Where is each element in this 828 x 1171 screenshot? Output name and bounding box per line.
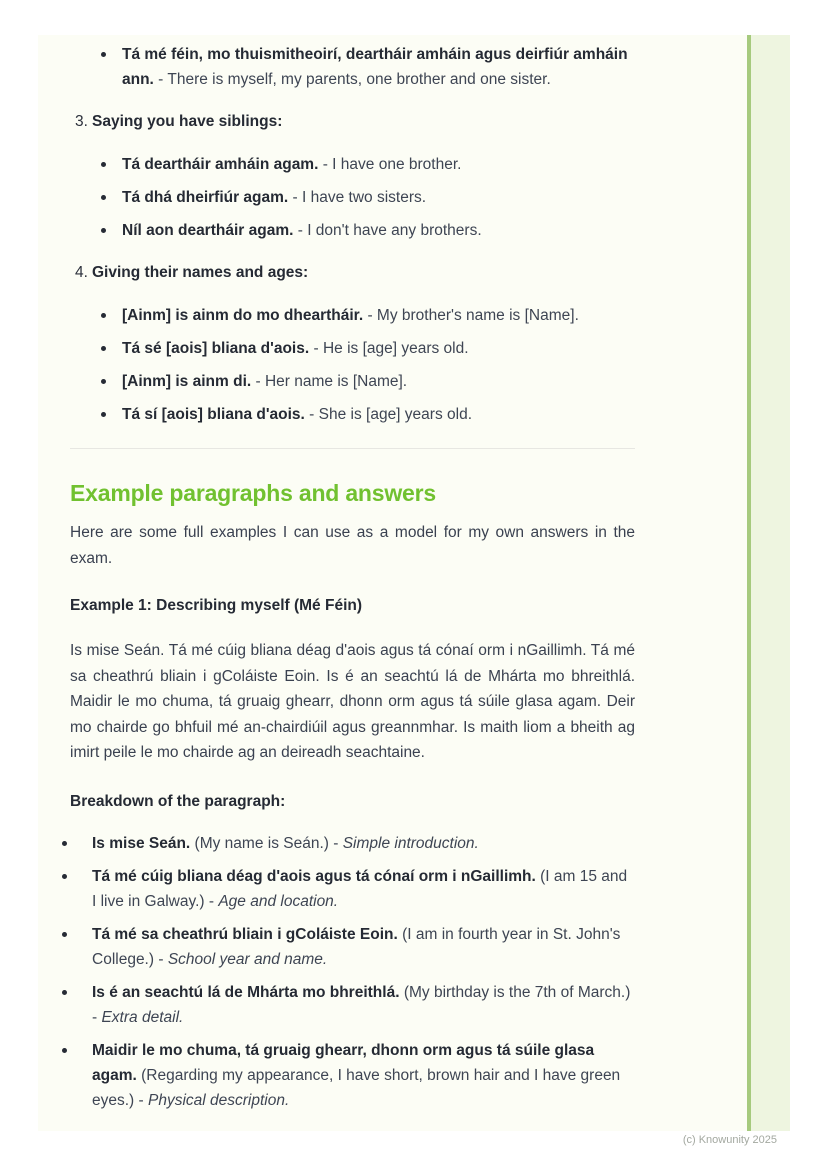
english-translation: - She is [age] years old. — [304, 406, 472, 423]
english-translation: - Her name is [Name]. — [251, 373, 408, 390]
phrase-list — [70, 303, 635, 427]
category-note: Extra detail. — [101, 1008, 184, 1026]
irish-phrase: Tá sí [aois] bliana d'aois. — [122, 406, 305, 423]
phrase-item — [70, 185, 635, 210]
breakdown-list — [70, 831, 635, 1113]
page-content — [70, 35, 635, 1113]
point-number: 4. — [75, 264, 88, 281]
breakdown-item — [70, 831, 635, 856]
irish-sentence: Is mise Seán. — [92, 834, 191, 852]
section-intro: Here are some full examples I can use as a model for my own answers in the exam. — [70, 524, 635, 567]
english-translation: - I have one brother. — [318, 156, 462, 173]
point-title: Giving their names and ages: — [92, 264, 309, 281]
phrase-item — [70, 42, 635, 92]
irish-phrase: Níl aon deartháir agam. — [122, 222, 294, 239]
english-translation: - My brother's name is [Name]. — [363, 307, 579, 324]
phrase-item — [70, 336, 635, 361]
phrase-item — [70, 152, 635, 177]
irish-sentence: Tá mé cúig bliana déag d'aois agus tá cónaí orm i nGaillimh. — [92, 867, 536, 885]
example-heading: Example 1: Describing myself (Mé Féin) — [70, 597, 363, 614]
margin-panel — [751, 35, 790, 1131]
breakdown-item — [70, 980, 635, 1030]
breakdown-heading: Breakdown of the paragraph: — [70, 792, 286, 810]
numbered-point-heading — [70, 260, 635, 285]
numbered-sections — [70, 109, 635, 427]
breakdown-item — [70, 922, 635, 972]
english-translation: (I am in fourth year in St. John's College.) - — [92, 925, 621, 968]
section-divider — [70, 448, 635, 449]
irish-phrase: [Ainm] is ainm di. — [122, 373, 252, 390]
phrase-list — [70, 152, 635, 243]
irish-phrase: Tá dhá dheirfiúr agam. — [122, 189, 289, 206]
english-translation: - I don't have any brothers. — [293, 222, 482, 239]
irish-sentence: Maidir le mo chuma, tá gruaig ghearr, dhonn orm agus tá súile glasa agam. — [92, 1041, 595, 1084]
phrase-item — [70, 369, 635, 394]
phrase-item — [70, 303, 635, 328]
category-note: Physical description. — [147, 1091, 290, 1109]
irish-phrase: Tá deartháir amháin agam. — [122, 156, 319, 173]
english-translation: - There is myself, my parents, one brother and one sister. — [153, 71, 551, 88]
irish-phrase: Tá mé féin, mo thuismitheoirí, deartháir amháin agus deirfiúr amháin ann. — [122, 46, 628, 88]
english-translation: (My name is Seán.) - — [190, 834, 343, 852]
category-note: Simple introduction. — [342, 834, 479, 852]
example-paragraph: Is mise Seán. Tá mé cúig bliana déag d'aois agus tá cónaí orm i nGaillimh. Tá mé sa cheathrú bliain i gColáiste Eoin. Is é an seachtú lá de Mhárta mo bhreithlá. Maidir le mo chuma, tá gruaig ghearr, dhonn orm agus tá súile glasa agam. Deir mo chairde go bhfuil mé an-chairdiúil agus greannmhar. Is maith liom a bheith ag imirt peile le mo chairde ag an deireadh seachtaine. — [70, 642, 635, 761]
irish-phrase: [Ainm] is ainm do mo dheartháir. — [122, 307, 364, 324]
irish-phrase: Tá sé [aois] bliana d'aois. — [122, 340, 310, 357]
point-number: 3. — [75, 113, 88, 130]
english-translation: (Regarding my appearance, I have short, brown hair and I have green eyes.) - — [92, 1066, 621, 1109]
point-title: Saying you have siblings: — [92, 113, 283, 130]
irish-sentence: Is é an seachtú lá de Mhárta mo bhreithlá. — [92, 983, 400, 1001]
margin-accent-line — [747, 35, 751, 1131]
notes-page — [38, 35, 790, 1146]
english-translation: - I have two sisters. — [288, 189, 427, 206]
breakdown-item — [70, 864, 635, 914]
copyright-watermark: (c) Knowunity 2025 — [682, 1134, 777, 1146]
numbered-point-heading — [70, 109, 635, 134]
english-translation: - He is [age] years old. — [309, 340, 469, 357]
english-translation: (My birthday is the 7th of March.) - — [92, 983, 631, 1026]
category-note: School year and name. — [167, 950, 328, 968]
phrase-item — [70, 402, 635, 427]
english-translation: (I am 15 and I live in Galway.) - — [92, 867, 628, 910]
section-heading: Example paragraphs and answers — [70, 480, 436, 506]
family-description-list — [70, 42, 635, 92]
phrase-item — [70, 218, 635, 243]
category-note: Age and location. — [218, 892, 339, 910]
irish-sentence: Tá mé sa cheathrú bliain i gColáiste Eoin. — [92, 925, 398, 943]
breakdown-item — [70, 1038, 635, 1113]
